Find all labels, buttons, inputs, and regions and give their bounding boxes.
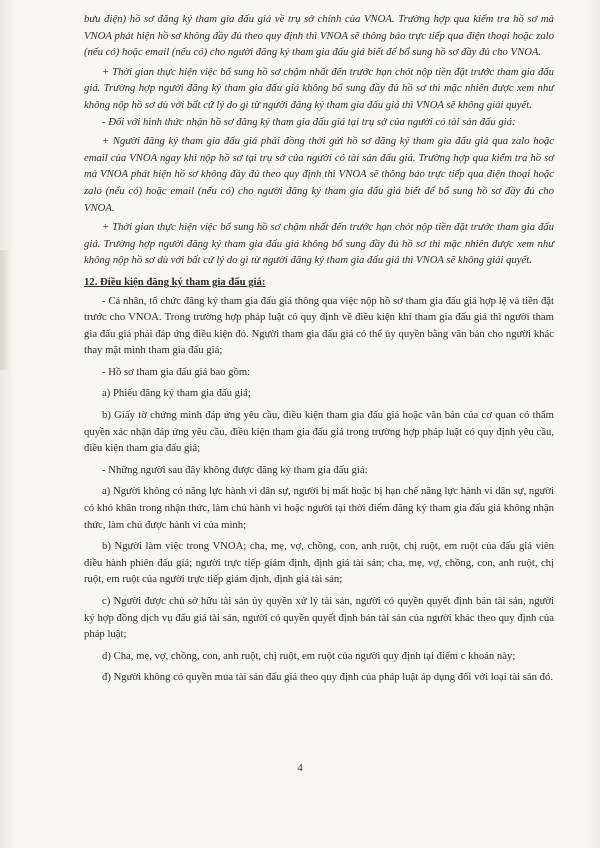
italic-block: [84, 11, 554, 269]
paragraph: b) Người làm việc trong VNOA; cha, mẹ, vợ, chồng, con, anh ruột, chị ruột, em ruột của đấu giá viên điều hành phiên đấu giá; người trực tiếp giám định, định giá tài sản; cha, mẹ, vợ, chồng, con, anh ruột, chị ruột, em ruột của người trực tiếp giám định, định giá tài sản;: [84, 540, 554, 586]
paragraph: c) Người được chủ sở hữu tài sản ủy quyền xử lý tài sản, người có quyền quyết định bán tài sản, người ký hợp đồng dịch vụ đấu giá tài sản, người có quyền quyết định bán tài sản của người khác theo quy định của pháp luật;: [84, 595, 554, 641]
page-fold-shadow: [0, 250, 10, 370]
paragraph: - Đối với hình thức nhận hồ sơ đăng ký tham gia đấu giá tại trụ sở của người có tài sản đấu giá:: [102, 115, 516, 128]
section-heading: 12. Điều kiện đăng ký tham gia đấu giá:: [84, 275, 266, 288]
paragraph: - Hồ sơ tham gia đấu giá bao gồm:: [102, 365, 251, 378]
conditions-block: [84, 293, 554, 686]
document-body: [84, 11, 554, 686]
paragraph: đ) Người không có quyền mua tài sản đấu giá theo quy định của pháp luật áp dụng đối với loại tài sản đó.: [102, 671, 554, 684]
paragraph: b) Giấy tờ chứng minh đáp ứng yêu cầu, điều kiện tham gia đấu giá hoặc văn bản của cơ quan có thẩm quyền xác nhận đáp ứng yêu cầu, điều kiện tham gia đấu giá trong trường hợp pháp luật có quy định yêu cầu, điều kiện tham gia đấu giá;: [84, 409, 554, 455]
paragraph: - Cá nhân, tổ chức đăng ký tham gia đấu giá thông qua việc nộp hồ sơ tham gia đấu giá hợp lệ và tiền đặt trước cho VNOA. Trong trường hợp pháp luật có quy định về điều kiện khi tham gia đấu giá thì người tham gia đấu giá phải đáp ứng điều kiện đó. Người tham gia đấu giá có thể ủy quyền bằng văn bản cho người khác thay mặt mình tham gia đấu giá;: [84, 294, 554, 357]
paragraph: bưu điện) hồ sơ đăng ký tham gia đấu giá về trụ sở chính của VNOA. Trường hợp qua kiểm tra hồ sơ mà VNOA phát hiện hồ sơ không đầy đủ theo quy định thì VNOA sẽ thông báo trực tiếp qua điện thoại hoặc zalo (nếu có) hoặc email (nếu có) cho người đăng ký tham gia đấu giá biết để bổ sung hồ sơ đầy đủ cho VNOA.: [84, 13, 554, 59]
paragraph: + Người đăng ký tham gia đấu giá phải đồng thời gửi hồ sơ đăng ký tham gia đấu giá qua zalo hoặc email của VNOA ngay khi nộp hồ sơ tại trụ sở của người có tài sản đấu giá. Trường hợp qua kiểm tra hồ sơ mà VNOA phát hiện hồ sơ không đầy đủ theo quy định thì VNOA sẽ thông báo trực tiếp qua điện thoại hoặc zalo (nếu có) hoặc email (nếu có) cho người đăng ký tham gia đấu giá biết để bổ sung hồ sơ đầy đủ cho VNOA.: [84, 135, 554, 214]
paragraph: + Thời gian thực hiện việc bổ sung hồ sơ chậm nhất đến trước hạn chót nộp tiền đặt trước tham gia đấu giá. Trường hợp người đăng ký tham gia đấu giá không bổ sung đầy đủ hồ sơ thì mặc nhiên được xem như không nộp hồ sơ dù với bất cứ lý do gì từ người đăng ký tham gia đấu giá thì VNOA sẽ không giải quyết.: [84, 221, 554, 267]
paragraph: a) Phiếu đăng ký tham gia đấu giá;: [102, 387, 251, 400]
paragraph: - Những người sau đây không được đăng ký tham gia đấu giá:: [102, 463, 368, 476]
paragraph: a) Người không có năng lực hành vi dân sự, người bị mất hoặc bị hạn chế năng lực hành vi dân sự, người có khó khăn trong nhận thức, làm chủ hành vi hoặc người tại thời điểm đăng ký tham gia đấu giá không nhận thức, làm chủ được hành vi của mình;: [84, 485, 554, 531]
paragraph: + Thời gian thực hiện việc bổ sung hồ sơ chậm nhất đến trước hạn chót nộp tiền đặt trước tham gia đấu giá. Trường hợp người đăng ký tham gia đấu giá không bổ sung đầy đủ hồ sơ thì mặc nhiên được xem như không nộp hồ sơ dù với bất cứ lý do gì từ người đăng ký tham gia đấu giá thì VNOA sẽ không giải quyết.: [84, 65, 554, 111]
page-number: 4: [297, 762, 303, 774]
paragraph: d) Cha, mẹ, vợ, chồng, con, anh ruột, chị ruột, em ruột của người quy định tại điểm c khoản này;: [102, 649, 516, 662]
